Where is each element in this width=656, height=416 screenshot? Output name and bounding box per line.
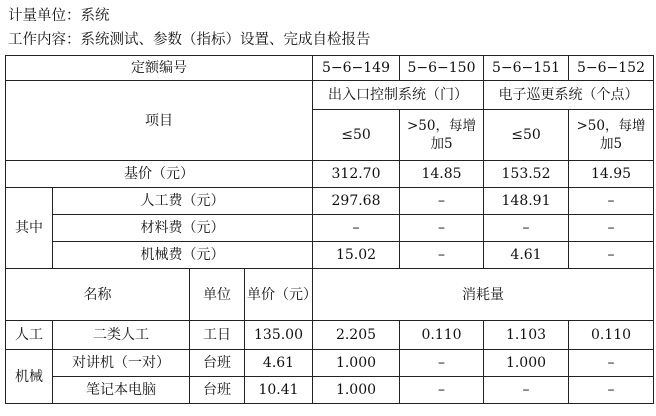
resource-name: 二类人工: [53, 321, 190, 350]
consumption-value: –: [400, 377, 484, 404]
machine-cost-value: –: [400, 242, 484, 269]
labor-cost-label: 人工费（元）: [53, 188, 313, 215]
consumption-value: 1.000: [313, 350, 400, 377]
labor-cost-value: 148.91: [484, 188, 569, 215]
quota-table: [5, 55, 654, 404]
unit-column-header: 单位: [190, 269, 245, 321]
labor-group-label: 人工: [6, 321, 53, 350]
base-price-value: 312.70: [313, 161, 400, 188]
consumption-value: –: [569, 377, 654, 404]
base-price-value: 14.85: [400, 161, 484, 188]
machine-resource-row: [6, 350, 654, 377]
quota-code: 5−6−149: [313, 56, 400, 81]
material-cost-row: [6, 215, 654, 242]
quota-code: 5−6−152: [569, 56, 654, 81]
item-label: 项目: [6, 81, 313, 161]
base-price-value: 153.52: [484, 161, 569, 188]
labor-cost-value: –: [400, 188, 484, 215]
unit-price-column-header: 单价（元）: [245, 269, 313, 321]
resource-unit: 台班: [190, 350, 245, 377]
consumption-value: 2.205: [313, 321, 400, 350]
patrol-system-group: 电子巡更系统（个点）: [484, 81, 654, 110]
resource-unit: 工日: [190, 321, 245, 350]
resource-name: 对讲机（一对）: [53, 350, 190, 377]
consumption-value: –: [569, 350, 654, 377]
resource-unit-price: 135.00: [245, 321, 313, 350]
work-content-line: 工作内容：系统测试、参数（指标）设置、完成自检报告: [8, 32, 371, 48]
machine-resource-row: [6, 377, 654, 404]
quota-code: 5−6−151: [484, 56, 569, 81]
machine-cost-value: –: [569, 242, 654, 269]
consumption-value: 0.110: [569, 321, 654, 350]
labor-cost-row: [6, 188, 654, 215]
consumption-header: 消耗量: [313, 269, 654, 321]
access-control-group: 出入口控制系统（门）: [313, 81, 484, 110]
material-cost-value: –: [400, 215, 484, 242]
machine-group-label: 机械: [6, 350, 53, 404]
subhead: ≤50: [484, 110, 569, 161]
consumption-value: –: [484, 377, 569, 404]
subhead: >50，每增加5: [400, 110, 484, 161]
base-price-row: [6, 161, 654, 188]
quota-code: 5−6−150: [400, 56, 484, 81]
base-price-value: 14.95: [569, 161, 654, 188]
among-label: 其中: [6, 188, 53, 269]
labor-resource-row: [6, 321, 654, 350]
resource-unit-price: 4.61: [245, 350, 313, 377]
machine-cost-label: 机械费（元）: [53, 242, 313, 269]
consumption-header-row: [6, 269, 654, 321]
consumption-value: –: [400, 350, 484, 377]
consumption-value: 1.000: [313, 377, 400, 404]
machine-cost-value: 15.02: [313, 242, 400, 269]
base-price-label: 基价（元）: [6, 161, 313, 188]
consumption-value: 1.103: [484, 321, 569, 350]
quota-code-row: [6, 56, 654, 81]
measurement-unit-line: 计量单位：系统: [8, 8, 110, 24]
consumption-value: 1.000: [484, 350, 569, 377]
resource-name: 笔记本电脑: [53, 377, 190, 404]
resource-unit-price: 10.41: [245, 377, 313, 404]
material-cost-value: –: [484, 215, 569, 242]
material-cost-value: –: [569, 215, 654, 242]
subhead: ≤50: [313, 110, 400, 161]
labor-cost-value: 297.68: [313, 188, 400, 215]
subhead: >50，每增加5: [569, 110, 654, 161]
material-cost-label: 材料费（元）: [53, 215, 313, 242]
quota-number-label: 定额编号: [6, 56, 313, 81]
consumption-value: 0.110: [400, 321, 484, 350]
machine-cost-value: 4.61: [484, 242, 569, 269]
labor-cost-value: –: [569, 188, 654, 215]
machine-cost-row: [6, 242, 654, 269]
name-column-header: 名称: [6, 269, 190, 321]
resource-unit: 台班: [190, 377, 245, 404]
system-group-row: [6, 81, 654, 110]
material-cost-value: –: [313, 215, 400, 242]
